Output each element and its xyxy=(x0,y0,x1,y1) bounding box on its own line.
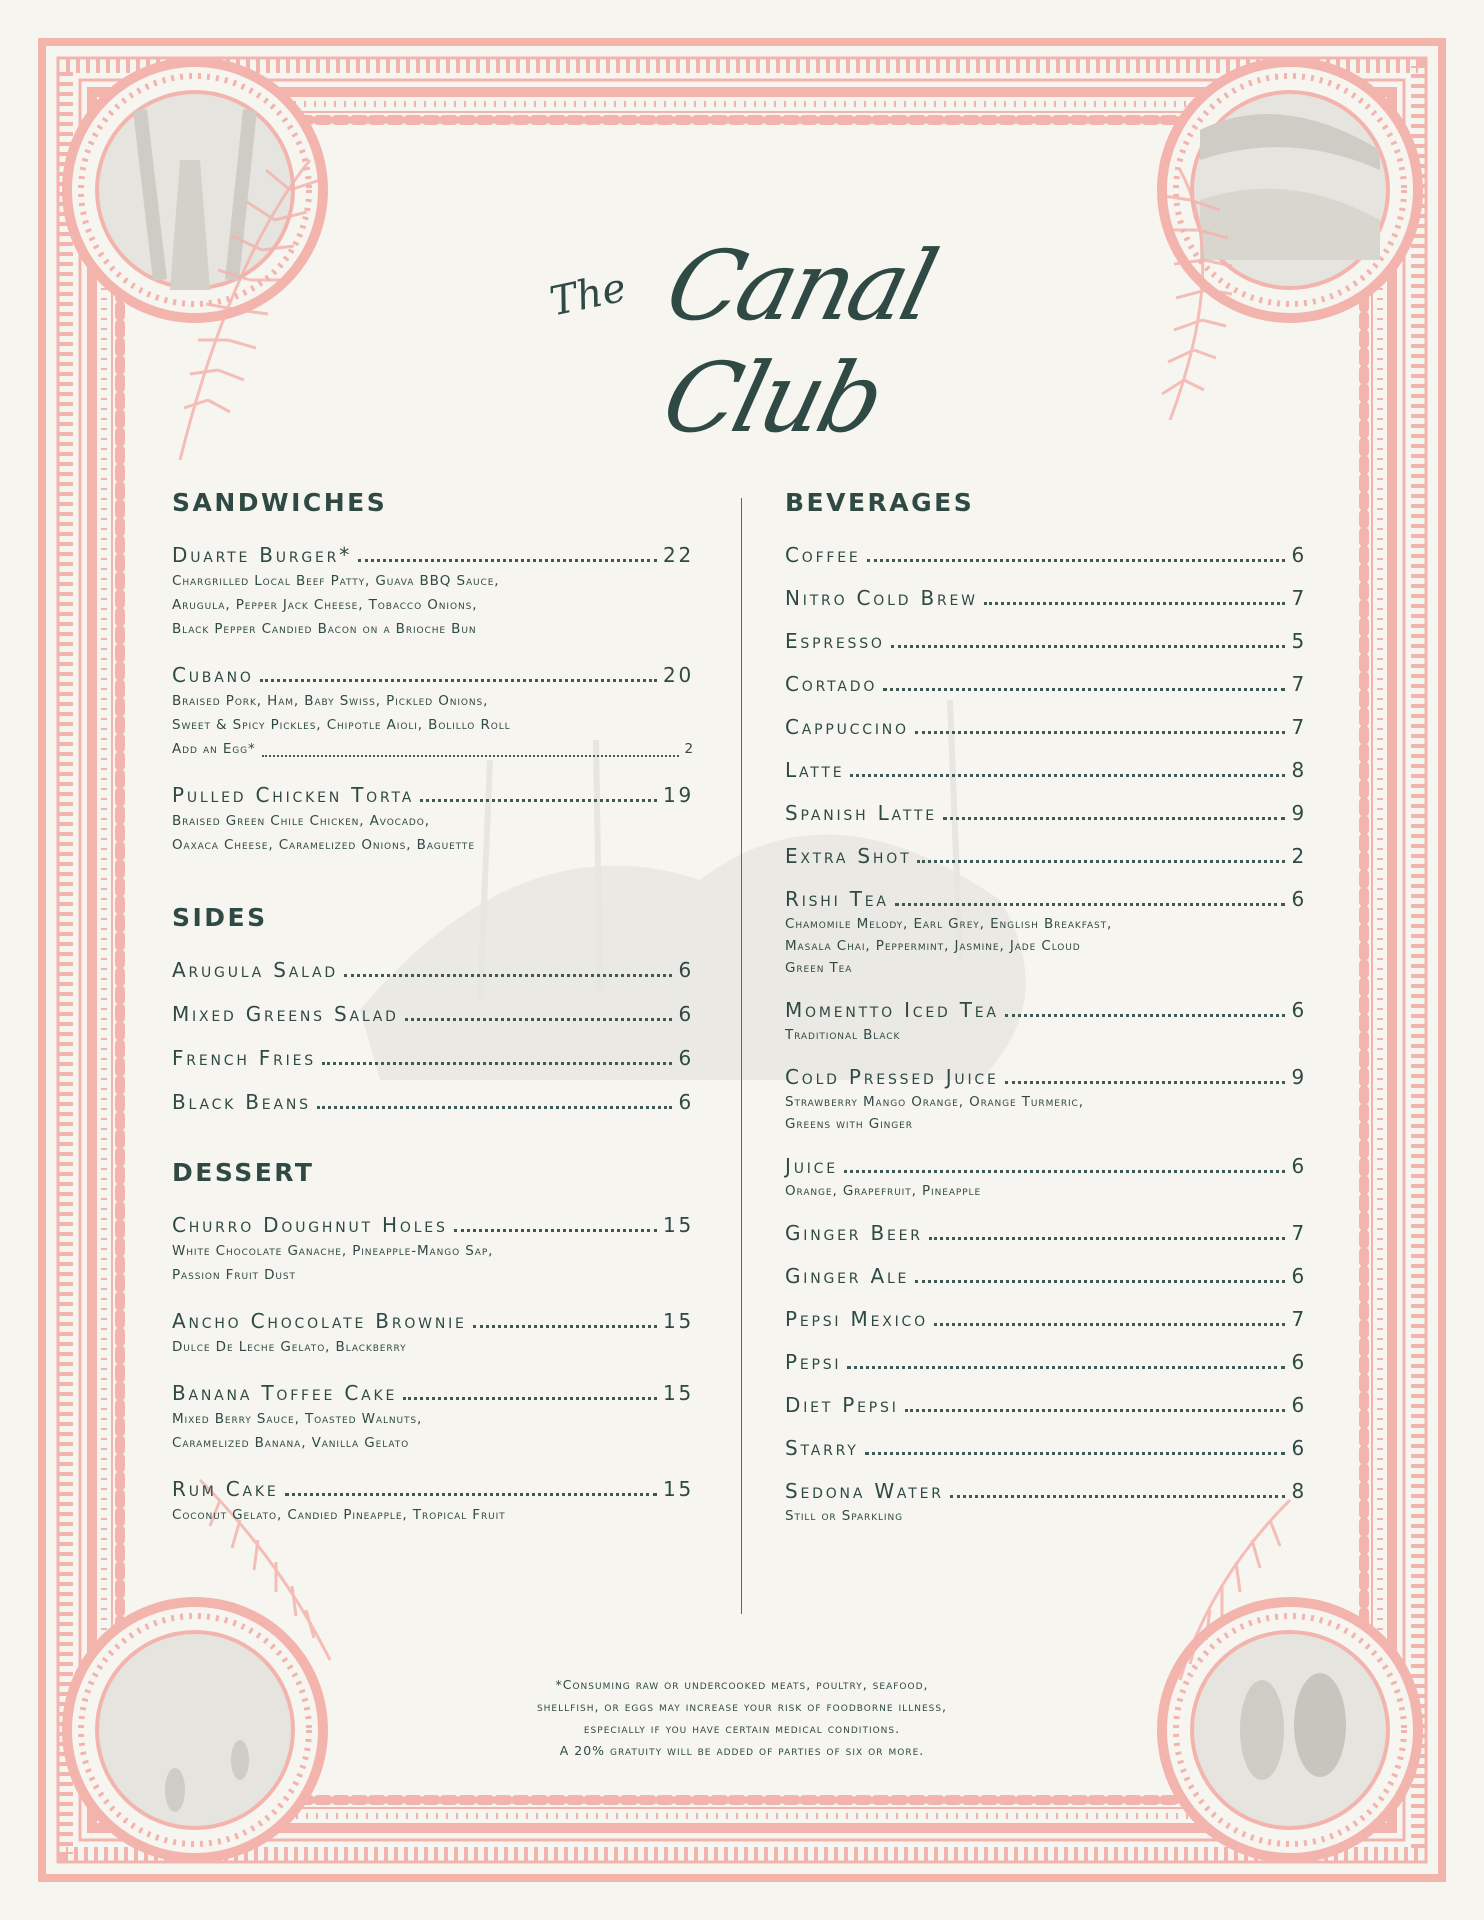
item-price: 20 xyxy=(662,663,694,687)
footer-line: A 20% gratuity will be added of parties of six or more. xyxy=(559,1743,925,1758)
item-price: 6 xyxy=(1291,1393,1307,1417)
leader-dots xyxy=(917,860,1285,863)
addon-name: Add an Egg* xyxy=(172,741,256,757)
item-name: Spanish Latte xyxy=(785,801,937,825)
item-name: Ginger Ale xyxy=(785,1264,910,1288)
menu-item xyxy=(785,1065,1307,1135)
menu-item xyxy=(785,1479,1307,1527)
leader-dots xyxy=(984,602,1286,605)
item-price: 22 xyxy=(662,543,694,567)
addon-price: 2 xyxy=(684,741,694,757)
footer-disclaimer xyxy=(432,1674,1052,1762)
item-name: Juice xyxy=(785,1154,838,1178)
menu-item xyxy=(172,663,694,761)
item-name: Banana Toffee Cake xyxy=(172,1381,398,1405)
menu-item xyxy=(172,783,694,857)
item-price: 7 xyxy=(1291,586,1307,610)
leader-dots xyxy=(915,731,1286,734)
item-description: Chamomile Melody, Earl Grey, English Breakfast, Masala Chai, Peppermint, Jasmine, Jade Cloud Green Tea xyxy=(785,916,1113,976)
menu-item xyxy=(785,1436,1307,1460)
sandwiches-section xyxy=(172,488,694,857)
item-price: 7 xyxy=(1291,1307,1307,1331)
item-price: 15 xyxy=(662,1309,694,1333)
item-name: Starry xyxy=(785,1436,859,1460)
item-price: 6 xyxy=(678,1090,694,1114)
leader-dots xyxy=(454,1229,657,1232)
section-title: DESSERT xyxy=(172,1158,315,1187)
menu-item xyxy=(172,958,694,982)
item-name: Momentto Iced Tea xyxy=(785,998,999,1022)
item-price: 6 xyxy=(678,1046,694,1070)
item-description: Still or Sparkling xyxy=(785,1508,903,1524)
item-name: Coffee xyxy=(785,543,861,567)
section-title: SANDWICHES xyxy=(172,488,388,517)
corner-medallion-bottom-right xyxy=(1162,1602,1418,1858)
item-price: 6 xyxy=(1291,1436,1307,1460)
left-column xyxy=(172,488,694,1549)
item-name: Espresso xyxy=(785,629,885,653)
leader-dots xyxy=(317,1106,673,1109)
item-price: 6 xyxy=(678,958,694,982)
leader-dots xyxy=(865,1452,1286,1455)
item-price: 9 xyxy=(1291,801,1307,825)
item-price: 7 xyxy=(1291,1221,1307,1245)
leader-dots xyxy=(850,774,1285,777)
menu-item xyxy=(172,543,694,641)
leader-dots xyxy=(322,1062,673,1065)
footer-line: *Consuming raw or undercooked meats, poultry, seafood, xyxy=(555,1677,929,1692)
leader-dots xyxy=(358,559,657,562)
leader-dots xyxy=(473,1325,657,1328)
leader-dots xyxy=(847,1366,1285,1369)
item-price: 6 xyxy=(1291,998,1307,1022)
item-price: 5 xyxy=(1291,629,1307,653)
item-name: Nitro Cold Brew xyxy=(785,586,978,610)
leader-dots xyxy=(891,645,1286,648)
item-name: Latte xyxy=(785,758,845,782)
logo-name: Canal Club xyxy=(652,230,945,454)
menu-item xyxy=(785,801,1307,825)
item-description: Traditional Black xyxy=(785,1027,901,1043)
menu-item xyxy=(785,1350,1307,1374)
leader-dots xyxy=(950,1495,1286,1498)
leader-dots xyxy=(905,1409,1286,1412)
corner-medallion-bottom-left xyxy=(67,1602,323,1858)
item-name: Pepsi xyxy=(785,1350,842,1374)
item-price: 9 xyxy=(1291,1065,1307,1089)
item-description: Mixed Berry Sauce, Toasted Walnuts, Caramelized Banana, Vanilla Gelato xyxy=(172,1411,423,1451)
item-name: Ancho Chocolate Brownie xyxy=(172,1309,467,1333)
item-name: Ginger Beer xyxy=(785,1221,923,1245)
item-price: 8 xyxy=(1291,758,1307,782)
item-price: 6 xyxy=(1291,1264,1307,1288)
menu-item xyxy=(785,998,1307,1046)
menu-item xyxy=(785,844,1307,868)
menu-item xyxy=(785,887,1307,979)
menu-item xyxy=(785,672,1307,696)
item-price: 15 xyxy=(662,1477,694,1501)
menu-item xyxy=(172,1477,694,1527)
item-price: 15 xyxy=(662,1213,694,1237)
menu-item xyxy=(785,1393,1307,1417)
item-name: French Fries xyxy=(172,1046,316,1070)
item-name: Cubano xyxy=(172,663,254,687)
leader-dots xyxy=(405,1018,673,1021)
beverages-section xyxy=(785,488,1307,1527)
item-name: Churro Doughnut Holes xyxy=(172,1213,448,1237)
right-column xyxy=(785,488,1307,1546)
leader-dots xyxy=(1005,1081,1286,1084)
leader-dots xyxy=(1005,1014,1286,1017)
item-description: White Chocolate Ganache, Pineapple-Mango Sap, Passion Fruit Dust xyxy=(172,1243,494,1283)
item-addon xyxy=(172,737,694,761)
item-name: Cortado xyxy=(785,672,878,696)
item-description: Dulce De Leche Gelato, Blackberry xyxy=(172,1339,407,1355)
corner-medallion-top-right xyxy=(1162,62,1418,318)
item-description: Coconut Gelato, Candied Pineapple, Tropical Fruit xyxy=(172,1507,506,1523)
item-name: Duarte Burger* xyxy=(172,543,353,567)
menu-item xyxy=(785,1221,1307,1245)
dessert-section xyxy=(172,1158,694,1527)
menu-item xyxy=(172,1002,694,1026)
item-price: 6 xyxy=(1291,887,1307,911)
menu-item xyxy=(172,1046,694,1070)
item-description: Braised Green Chile Chicken, Avocado, Oaxaca Cheese, Caramelized Onions, Baguette xyxy=(172,813,475,853)
leader-dots xyxy=(943,817,1286,820)
leader-dots xyxy=(344,974,673,977)
section-title: BEVERAGES xyxy=(785,488,975,517)
menu-item xyxy=(172,1213,694,1287)
item-name: Sedona Water xyxy=(785,1479,944,1503)
menu-item xyxy=(785,758,1307,782)
item-name: Cold Pressed Juice xyxy=(785,1065,999,1089)
menu-item xyxy=(172,1090,694,1114)
item-price: 8 xyxy=(1291,1479,1307,1503)
leader-dots xyxy=(895,903,1286,906)
leader-dots xyxy=(883,688,1285,691)
item-price: 6 xyxy=(1291,543,1307,567)
item-name: Extra Shot xyxy=(785,844,912,868)
item-price: 7 xyxy=(1291,672,1307,696)
menu-item xyxy=(785,586,1307,610)
item-description: Strawberry Mango Orange, Orange Turmeric, Greens with Ginger xyxy=(785,1094,1084,1132)
item-description: Orange, Grapefruit, Pineapple xyxy=(785,1183,982,1199)
item-description: Chargrilled Local Beef Patty, Guava BBQ Sauce, Arugula, Pepper Jack Cheese, Tobacco Onions, Black Pepper Candied Bacon on a Brioche Bun xyxy=(172,573,500,637)
leader-dots xyxy=(285,1493,657,1496)
item-price: 7 xyxy=(1291,715,1307,739)
item-price: 6 xyxy=(678,1002,694,1026)
item-name: Rishi Tea xyxy=(785,887,889,911)
menu-item xyxy=(172,1381,694,1455)
leader-dots xyxy=(844,1170,1286,1173)
item-name: Black Beans xyxy=(172,1090,311,1114)
corner-medallion-top-left xyxy=(67,62,323,318)
leader-dots xyxy=(262,755,679,757)
footer-line: especially if you have certain medical conditions. xyxy=(583,1721,901,1736)
item-name: Arugula Salad xyxy=(172,958,338,982)
logo-the: The xyxy=(546,264,631,326)
leader-dots xyxy=(403,1397,657,1400)
sides-section xyxy=(172,903,694,1114)
item-price: 2 xyxy=(1291,844,1307,868)
footer-line: shellfish, or eggs may increase your risk of foodborne illness, xyxy=(536,1699,948,1714)
leader-dots xyxy=(867,559,1286,562)
leader-dots xyxy=(260,679,657,682)
item-price: 15 xyxy=(662,1381,694,1405)
item-name: Mixed Greens Salad xyxy=(172,1002,399,1026)
leader-dots xyxy=(915,1280,1285,1283)
leader-dots xyxy=(929,1237,1286,1240)
item-name: Diet Pepsi xyxy=(785,1393,899,1417)
menu-item xyxy=(785,715,1307,739)
item-name: Pepsi Mexico xyxy=(785,1307,928,1331)
item-name: Rum Cake xyxy=(172,1477,279,1501)
item-price: 19 xyxy=(662,783,694,807)
menu-item xyxy=(785,629,1307,653)
menu-item xyxy=(785,543,1307,567)
item-price: 6 xyxy=(1291,1350,1307,1374)
menu-item xyxy=(785,1307,1307,1331)
item-description: Braised Pork, Ham, Baby Swiss, Pickled Onions, Sweet & Spicy Pickles, Chipotle Aioli, Bolillo Roll xyxy=(172,693,511,733)
column-divider xyxy=(741,498,742,1614)
item-name: Pulled Chicken Torta xyxy=(172,783,415,807)
menu-item xyxy=(785,1264,1307,1288)
leader-dots xyxy=(420,799,657,802)
item-name: Cappuccino xyxy=(785,715,909,739)
restaurant-logo xyxy=(540,210,945,454)
menu-item xyxy=(172,1309,694,1359)
item-price: 6 xyxy=(1291,1154,1307,1178)
menu-item xyxy=(785,1154,1307,1202)
leader-dots xyxy=(934,1323,1286,1326)
section-title: SIDES xyxy=(172,903,268,932)
